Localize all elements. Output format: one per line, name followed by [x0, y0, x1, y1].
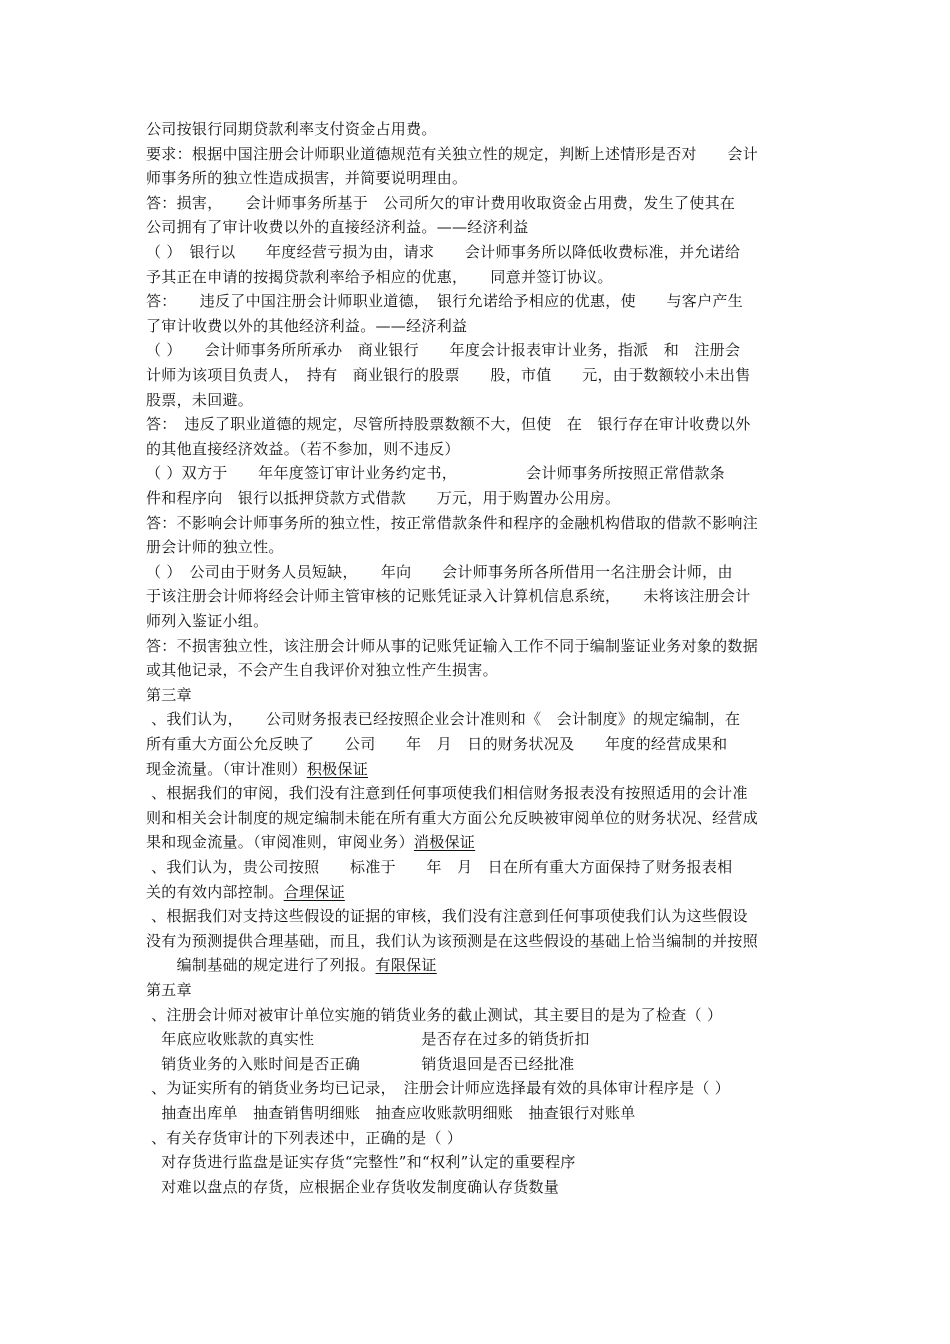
- document-line: [146, 953, 816, 977]
- document-line: [146, 215, 816, 239]
- document-line: [146, 880, 816, 904]
- line-text: 公司拥有了审计收费以外的直接经济利益。——经济利益: [146, 218, 529, 237]
- document-line: [146, 1076, 816, 1100]
- document-line: [146, 658, 816, 682]
- line-text: 、我们认为，贵公司按照 标准于 年 月 日在所有重大方面保持了财务报表相: [146, 858, 733, 876]
- line-text: 年底应收账款的真实性 是否存在过多的销货折扣: [146, 1030, 590, 1049]
- document-line: [146, 412, 816, 436]
- document-line: [146, 265, 816, 289]
- document-line: [146, 732, 816, 756]
- line-text: 抽查出库单 抽查销售明细账 抽查应收账款明细账 抽查银行对账单: [146, 1104, 636, 1122]
- document-line: [146, 461, 816, 485]
- document-line: [146, 437, 816, 461]
- line-text: 答： 违反了中国注册会计师职业道德， 银行允诺给予相应的优惠，使 与客户产生: [146, 292, 744, 311]
- line-text: 答： 违反了职业道德的规定，尽管所持股票数额不大，但使 在 银行存在审计收费以外: [146, 415, 751, 434]
- document-line: [146, 978, 816, 1002]
- line-text: 计师为该项目负责人， 持有 商业银行的股票 股，市值 元，由于数额较小未出售: [146, 366, 751, 384]
- document-line: [146, 1003, 816, 1027]
- document-line: [146, 1101, 816, 1125]
- document-line: [146, 1126, 816, 1150]
- assurance-type-answer: 积极保证: [306, 759, 369, 778]
- line-text: （ ） 公司由于财务人员短缺， 年向 会计师事务所各所借用一名注册会计师，由: [146, 562, 733, 581]
- line-text: 予其正在申请的按揭贷款利率给予相应的优惠， 同意并签订协议。: [146, 267, 613, 286]
- line-text: 、根据我们对支持这些假设的证据的审核，我们没有注意到任何事项使我们认为这些假设: [146, 907, 748, 926]
- document-line: [146, 117, 816, 141]
- line-text: 于该注册会计师将经会计师主管审核的记账凭证录入计算机信息系统， 未将该注册会计: [146, 587, 751, 606]
- document-line: [146, 560, 816, 584]
- line-text: 答：损害， 会计师事务所基于 公司所欠的审计费用收取资金占用费，发生了使其在: [146, 193, 736, 212]
- document-line: [146, 830, 816, 854]
- line-text: （ ） 银行以 年度经营亏损为由，请求 会计师事务所以降低收费标准，并允诺给: [146, 243, 741, 261]
- document-line: [146, 1175, 816, 1199]
- line-text: 股票，未回避。: [146, 390, 254, 409]
- document-line: [146, 363, 816, 387]
- document-line: [146, 634, 816, 658]
- document-line: [146, 707, 816, 731]
- document-line: [146, 289, 816, 313]
- assurance-type-answer: 有限保证: [375, 956, 437, 975]
- line-text: 果和现金流量。（审阅准则，审阅业务）: [146, 833, 414, 852]
- line-text: 编制基础的规定进行了列报。: [146, 956, 376, 975]
- line-text: 、为证实所有的销货业务均已记录， 注册会计师应选择最有效的具体审计程序是（ ）: [146, 1079, 731, 1098]
- line-text: 答：不影响会计师事务所的独立性，按正常借款条件和程序的金融机构借取的借款不影响注: [146, 513, 759, 532]
- line-text: 册会计师的独立性。: [146, 538, 284, 557]
- line-text: 对难以盘点的存货，应根据企业存货收发制度确认存货数量: [146, 1177, 560, 1196]
- line-text: 或其他记录，不会产生自我评价对独立性产生损害。: [146, 661, 498, 680]
- document-line: [146, 191, 816, 215]
- document-line: [146, 929, 816, 953]
- line-text: （ ） 会计师事务所所承办 商业银行 年度会计报表审计业务，指派 和 注册会: [146, 341, 741, 360]
- line-text: 第五章: [146, 981, 192, 999]
- document-line: [146, 388, 816, 412]
- document-line: [146, 314, 816, 338]
- document-line: [146, 142, 816, 166]
- line-text: 现金流量。（审计准则）: [146, 759, 307, 778]
- document-line: [146, 683, 816, 707]
- line-text: 师事务所的独立性造成损害，并简要说明理由。: [146, 169, 468, 188]
- line-text: 第三章: [146, 685, 192, 704]
- document-line: [146, 855, 816, 879]
- document-line: [146, 584, 816, 608]
- line-text: 了审计收费以外的其他经济利益。——经济利益: [146, 316, 468, 335]
- document-line: [146, 338, 816, 362]
- assurance-type-answer: 合理保证: [283, 882, 345, 901]
- line-text: 没有为预测提供合理基础，而且，我们认为该预测是在这些假设的基础上恰当编制的并按照: [146, 931, 759, 950]
- document-line: [146, 757, 816, 781]
- line-text: 要求：根据中国注册会计师职业道德规范有关独立性的规定，判断上述情形是否对 会计: [146, 144, 759, 163]
- document-line: [146, 609, 816, 633]
- line-text: 、注册会计师对被审计单位实施的销货业务的截止测试，其主要目的是为了检查（ ）: [146, 1005, 723, 1024]
- document-line: [146, 1027, 816, 1051]
- line-text: 则和相关会计制度的规定编制未能在所有重大方面公允反映被审阅单位的财务状况、经营成: [146, 808, 759, 827]
- line-text: 、根据我们的审阅，我们没有注意到任何事项使我们相信财务报表没有按照适用的会计准: [146, 784, 748, 803]
- document-line: [146, 486, 816, 510]
- line-text: 、有关存货审计的下列表述中，正确的是（ ）: [146, 1128, 463, 1147]
- line-text: 答：不损害独立性，该注册会计师从事的记账凭证输入工作不同于编制鉴证业务对象的数据: [146, 636, 759, 655]
- document-line: [146, 806, 816, 830]
- line-text: 、我们认为， 公司财务报表已经按照企业会计准则和《 会计制度》的规定编制，在: [146, 710, 741, 729]
- line-text: 的其他直接经济效益。（若不参加，则不违反）: [146, 439, 460, 458]
- line-text: （ ）双方于 年年度签订审计业务约定书， 会计师事务所按照正常借款条: [146, 464, 725, 483]
- document-line: [146, 166, 816, 190]
- document-line: [146, 1052, 816, 1076]
- document-line: [146, 1150, 816, 1174]
- line-text: 所有重大方面公允反映了 公司 年 月 日的财务状况及 年度的经营成果和: [146, 735, 728, 753]
- document-line: [146, 535, 816, 559]
- line-text: 师列入鉴证小组。: [146, 612, 269, 630]
- document-line: [146, 781, 816, 805]
- line-text: 件和程序向 银行以抵押贷款方式借款 万元，用于购置办公用房。: [146, 489, 621, 507]
- document-line: [146, 240, 816, 264]
- line-text: 关的有效内部控制。: [146, 882, 284, 901]
- line-text: 对存货进行监盘是证实存货“完整性”和“权利”认定的重要程序: [146, 1153, 576, 1172]
- line-text: 销货业务的入账时间是否正确 销货退回是否已经批准: [146, 1054, 575, 1073]
- document-line: [146, 904, 816, 928]
- assurance-type-answer: 消极保证: [413, 833, 476, 852]
- document-line: [146, 511, 816, 535]
- line-text: 公司按银行同期贷款利率支付资金占用费。: [146, 120, 437, 138]
